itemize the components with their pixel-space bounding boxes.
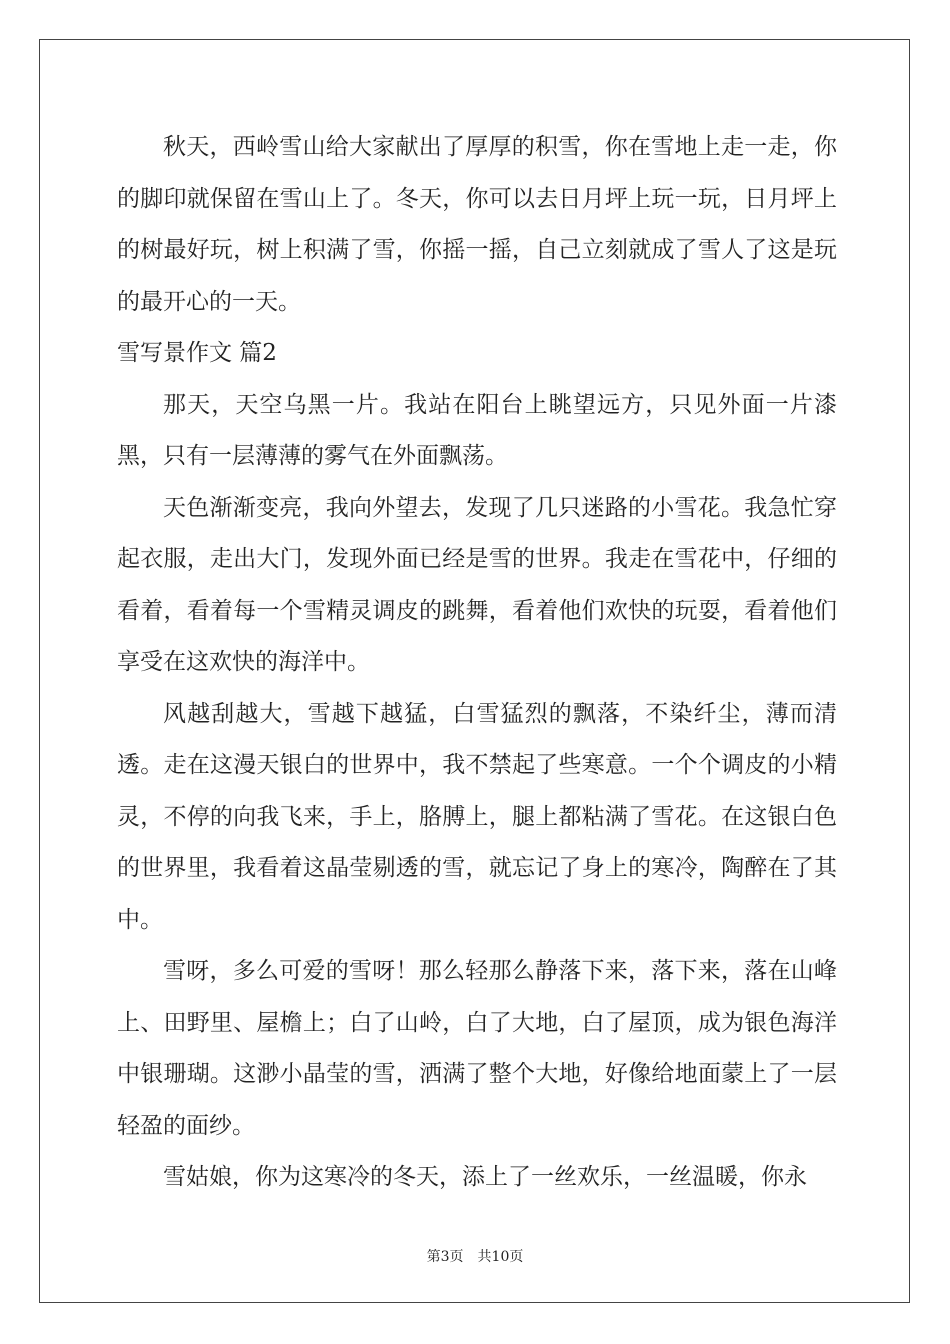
document-body bbox=[117, 122, 837, 1204]
paragraph-3: 天色渐渐变亮，我向外望去，发现了几只迷路的小雪花。我急忙穿起衣服，走出大门，发现外面已经是雪的世界。我走在雪花中，仔细的看着，看着每一个雪精灵调皮的跳舞，看着他们欢快的玩耍，看着他们享受在这欢快的海洋中。 bbox=[117, 494, 837, 675]
paragraph-6: 雪姑娘，你为这寒冷的冬天，添上了一丝欢乐，一丝温暖，你永 bbox=[163, 1164, 807, 1190]
paragraph-2: 那天，天空乌黑一片。我站在阳台上眺望远方，只见外面一片漆黑，只有一层薄薄的雾气在外面飘荡。 bbox=[117, 391, 837, 469]
paragraph-5: 雪呀，多么可爱的雪呀！那么轻那么静落下来，落下来，落在山峰上、田野里、屋檐上；白了山岭，白了大地，白了屋顶，成为银色海洋中银珊瑚。这渺小晶莹的雪，洒满了整个大地，好像给地面蒙上了一层轻盈的面纱。 bbox=[117, 958, 837, 1139]
paragraph-1: 秋天，西岭雪山给大家献出了厚厚的积雪，你在雪地上走一走，你的脚印就保留在雪山上了。冬天，你可以去日月坪上玩一玩，日月坪上的树最好玩，树上积满了雪，你摇一摇，自己立刻就成了雪人了这是玩的最开心的一天。 bbox=[117, 134, 837, 315]
page-footer: 第3页 共10页 bbox=[426, 1249, 524, 1265]
paragraph-4: 风越刮越大，雪越下越猛，白雪猛烈的飘落，不染纤尘，薄而清透。走在这漫天银白的世界中，我不禁起了些寒意。一个个调皮的小精灵，不停的向我飞来，手上，胳膊上，腿上都粘满了雪花。在这银白色的世界里，我看着这晶莹剔透的雪，就忘记了身上的寒冷，陶醉在了其中。 bbox=[117, 700, 837, 933]
section-heading: 雪写景作文 篇2 bbox=[117, 340, 277, 366]
